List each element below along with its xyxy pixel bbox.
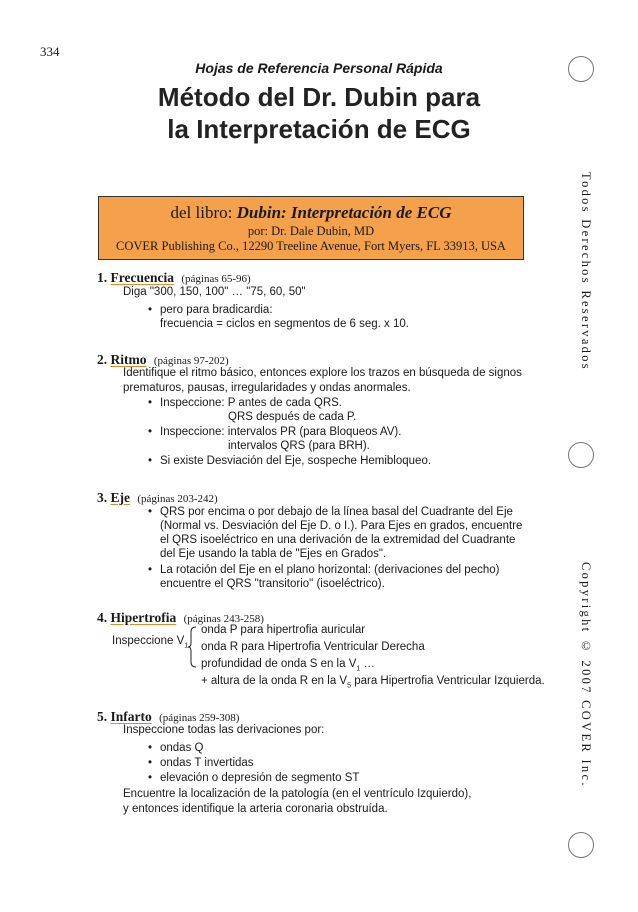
section-4-item-4-end: para Hipertrofia Ventricular Izquierda. — [351, 675, 545, 687]
section-5-line3: y entonces identifique la arteria coronaria obstruída. — [123, 803, 388, 815]
section-4-item-3-end: … — [360, 658, 375, 670]
section-3-bullet-2-cont: encuentre el QRS "transitorio" (isoeléctrico). — [160, 578, 385, 590]
section-1-heading — [97, 270, 251, 286]
binder-hole-bottom — [568, 832, 594, 858]
book-title: Dubin: Interpretación de ECG — [236, 203, 452, 222]
section-1-bullet: • pero para bradicardia: — [160, 303, 273, 317]
side-rights-text: Todos Derechos Reservados — [579, 172, 593, 371]
section-2-line1: Identifique el ritmo básico, entonces explore los trazos en búsqueda de signos — [123, 367, 522, 379]
section-4-pages: (páginas 243-258) — [183, 613, 264, 625]
section-5-line1: Inspeccione todas las derivaciones por: — [123, 724, 325, 736]
section-4-item-4 — [201, 674, 545, 693]
section-3-bullet-1-cont-a: (Normal vs. Desviación del Eje D. o I.). Para Ejes en grados, encuentre — [160, 520, 523, 532]
section-3-pages: (páginas 203-242) — [137, 493, 218, 505]
section-1-line: Diga "300, 150, 100" … "75, 60, 50" — [123, 286, 306, 298]
section-3-bullet-2: • La rotación del Eje en el plano horizontal: (derivaciones del pecho) — [160, 563, 499, 577]
book-publisher: COVER Publishing Co., 12290 Treeline Avenue, Fort Myers, FL 33913, USA — [116, 239, 506, 253]
section-2-line2: prematuros, pausas, irregularidades y ondas anormales. — [123, 382, 411, 394]
section-1-pages: (páginas 65-96) — [181, 273, 251, 285]
section-4-number: 4. — [97, 610, 108, 625]
section-2-bullet-3: • Si existe Desviación del Eje, sospeche Hemibloqueo. — [160, 454, 431, 468]
section-3-title: Eje — [110, 490, 130, 505]
section-3-heading — [97, 490, 218, 506]
section-1-title: Frecuencia — [110, 270, 174, 285]
page-number: 334 — [40, 44, 60, 59]
brace-icon — [187, 626, 197, 668]
section-5-number: 5. — [97, 709, 108, 724]
section-1-bullet-cont: frecuencia = ciclos en segmentos de 6 seg. x 10. — [160, 318, 409, 330]
section-1-number: 1. — [97, 270, 108, 285]
section-3-bullet-1: • QRS por encima o por debajo de la línea basal del Cuadrante del Eje — [160, 505, 513, 519]
side-copyright-text: Copyright © 2007 COVER Inc. — [579, 562, 593, 788]
section-4-item-1: onda P para hipertrofia auricular — [201, 624, 366, 636]
page-title-line1: Método del Dr. Dubin para — [157, 82, 481, 112]
section-4-item-2: onda R para Hipertrofia Ventricular Derecha — [201, 641, 425, 653]
section-5-line2: Encuentre la localización de la patología (en el ventrículo Izquierdo), — [123, 788, 472, 800]
section-5-bullet-2: • ondas T invertidas — [160, 756, 254, 770]
section-2-title: Ritmo — [110, 352, 147, 367]
section-2-bullet-2-cont: intervalos QRS (para BRH). — [228, 440, 370, 452]
section-4-inspect-text: Inspeccione V — [112, 635, 185, 647]
section-5-title: Infarto — [110, 709, 152, 724]
section-3-bullet-1-cont-c: del Eje usando la tabla de "Ejes en Grados". — [160, 548, 387, 560]
section-2-bullet-2: • Inspeccione: intervalos PR (para Bloqueos AV). — [160, 425, 401, 439]
section-2-number: 2. — [97, 352, 108, 367]
section-3-bullet-1-cont-b: el QRS isoeléctrico en una derivación de la extremidad del Cuadrante — [160, 534, 516, 546]
book-reference-box — [98, 196, 524, 260]
section-4-inspect-label — [112, 634, 188, 653]
binder-hole-top — [568, 56, 594, 82]
book-title-line — [99, 203, 523, 223]
section-5-pages: (páginas 259-308) — [159, 712, 240, 724]
header-subtitle: Hojas de Referencia Personal Rápida — [195, 60, 443, 76]
section-4-title: Hipertrofia — [110, 610, 177, 625]
section-3-number: 3. — [97, 490, 108, 505]
book-prefix: del libro: — [170, 203, 233, 222]
binder-hole-middle — [568, 442, 594, 468]
section-4-item-4-text: + altura de la onda R en la V — [201, 675, 348, 687]
book-author: por: Dr. Dale Dubin, MD — [247, 224, 375, 238]
page-title-line2: la Interpretación de ECG — [167, 114, 471, 144]
section-4-item-3-sub: 1 — [356, 665, 361, 673]
section-5-bullet-1: • ondas Q — [160, 741, 203, 755]
section-4-inspect-sub: 1 — [184, 642, 189, 650]
section-5-bullet-3: • elevación o depresión de segmento ST — [160, 771, 359, 785]
section-4-item-3-text: profundidad de onda S en la V — [201, 658, 357, 670]
section-4-item-4-sub: 5 — [347, 682, 351, 690]
section-2-pages: (páginas 97-202) — [153, 355, 229, 367]
section-2-bullet-1: • Inspeccione: P antes de cada QRS. — [160, 396, 342, 410]
section-2-bullet-1-cont: QRS después de cada P. — [228, 411, 357, 423]
